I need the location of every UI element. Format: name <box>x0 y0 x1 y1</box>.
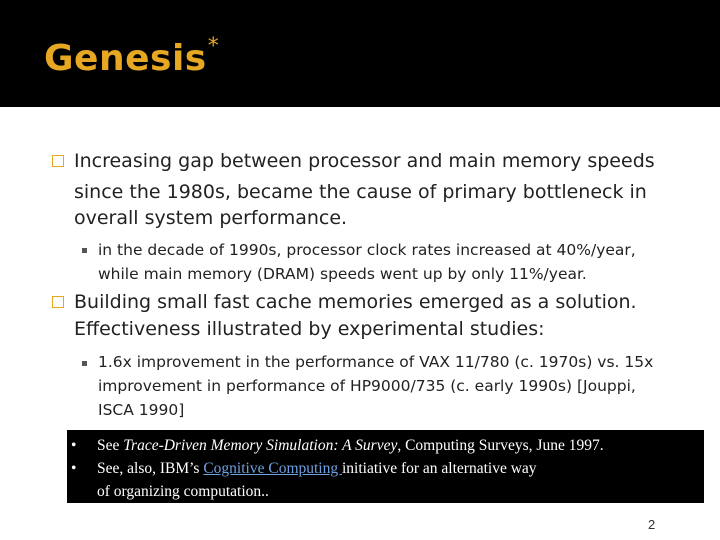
checkbox-bullet-icon <box>52 155 64 167</box>
sub-bullet-1-line-2: while main memory (DRAM) speeds went up by only 11%/year. <box>98 265 587 283</box>
slide-title: Genesis* <box>44 34 220 79</box>
footnote-bullet: • <box>71 460 77 477</box>
square-bullet-icon <box>82 361 87 366</box>
sub-bullet-2-line-2: improvement in performance of HP9000/735 (c. early 1990s) [Jouppi, <box>98 377 636 395</box>
footnote-citation-title: Trace-Driven Memory Simulation: A Survey <box>123 437 398 454</box>
bullet-1-line-2: since the 1980s, became the cause of primary bottleneck in <box>74 181 647 203</box>
sub-bullet-1-line-1: in the decade of 1990s, processor clock rates increased at 40%/year, <box>98 241 636 259</box>
bullet-1-line-1: Increasing gap between processor and main memory speeds <box>74 150 655 172</box>
bullet-2-line-2: Effectiveness illustrated by experimental studies: <box>74 318 545 340</box>
square-bullet-icon <box>82 248 87 253</box>
cognitive-computing-link[interactable]: Cognitive Computing <box>203 460 342 477</box>
sub-bullet-2-line-1: 1.6x improvement in the performance of VAX 11/780 (c. 1970s) vs. 15x <box>98 353 654 371</box>
bullet-2-line-1: Building small fast cache memories emerged as a solution. <box>74 291 637 313</box>
bullet-1-line-3: overall system performance. <box>74 207 348 229</box>
footnote-box: • See Trace-Driven Memory Simulation: A Survey, Computing Surveys, June 1997. • See, also, IBM’s Cognitive Computing initiative for an alternative way of organizing computation.. <box>67 430 704 503</box>
title-footnote-marker: * <box>207 34 220 59</box>
title-bar <box>0 0 720 107</box>
page-number: 2 <box>648 517 656 532</box>
sub-bullet-2-line-3: ISCA 1990] <box>98 401 185 419</box>
checkbox-bullet-icon <box>52 296 64 308</box>
footnote-bullet: • <box>71 437 77 454</box>
